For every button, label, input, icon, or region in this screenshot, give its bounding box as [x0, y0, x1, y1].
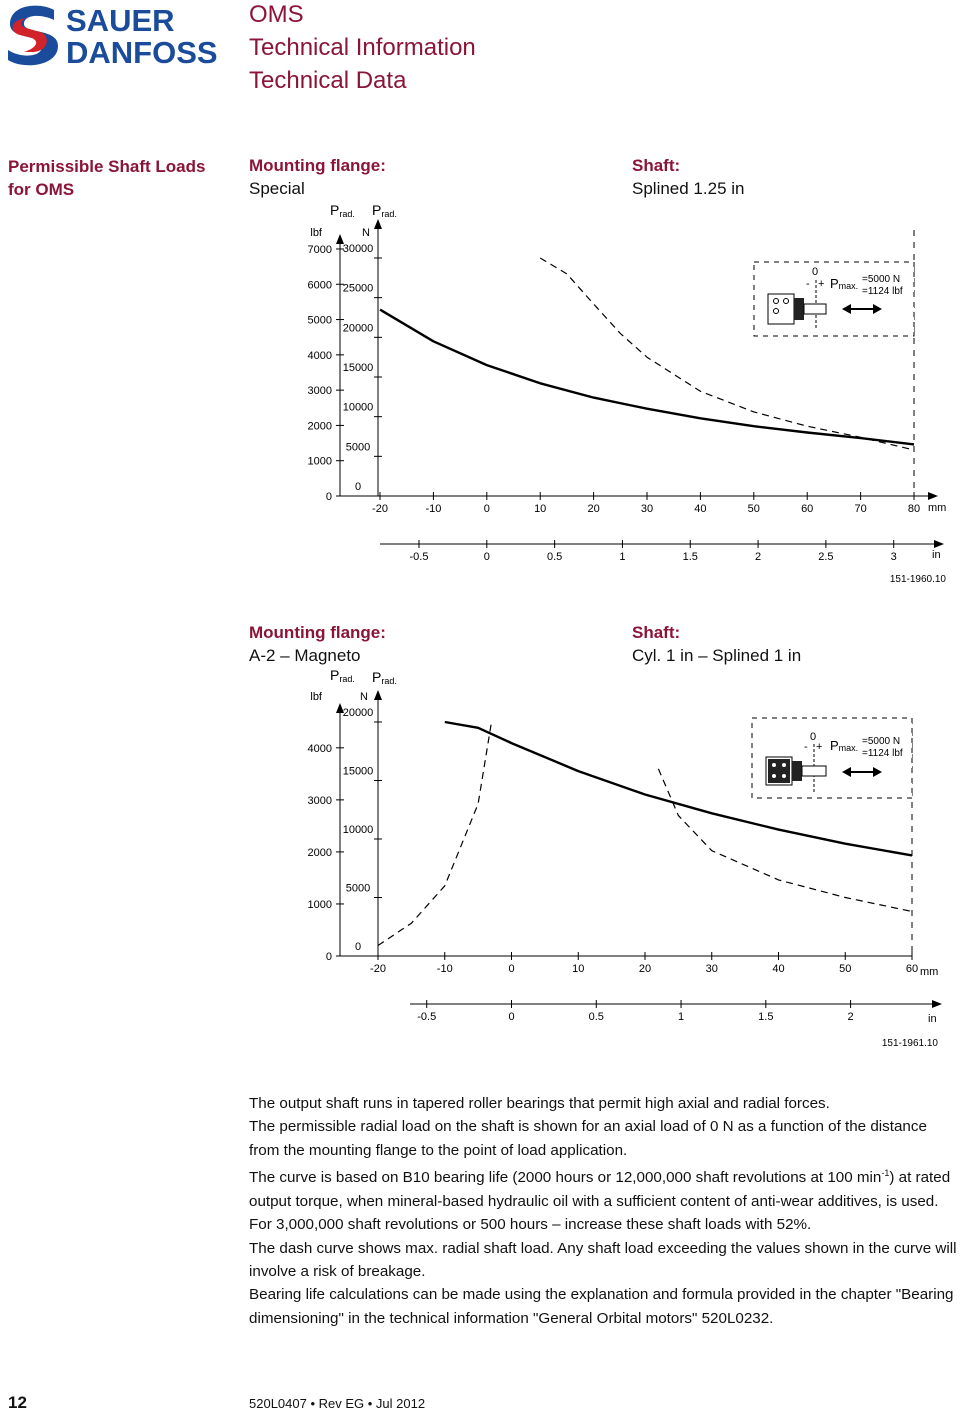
c1-mm-tick-label: -20: [372, 503, 388, 515]
c1-in-tick-label: 2: [755, 551, 762, 563]
chart2-p-rad-n: Prad.: [372, 669, 397, 686]
chart2-inset-plus: +: [816, 741, 823, 753]
chart2-figure-code: 151-1961.10: [881, 1038, 938, 1049]
chart2-in-unit: in: [928, 1013, 937, 1025]
chart2-mount-label: Mounting flange:: [249, 623, 386, 642]
c2-mm-tick-label: 30: [705, 963, 718, 975]
c1-lbf-tick-label: 5000: [307, 314, 332, 327]
c2-mm-tick-label: 20: [638, 963, 652, 975]
chart1-inset-minus: -: [806, 278, 810, 290]
c1-n-tick-label: 15000: [342, 362, 374, 374]
chart1-mm-unit: mm: [928, 502, 947, 514]
c1-mm-tick-label: 70: [854, 503, 867, 515]
section-title-line1: Permissible Shaft Loads: [8, 157, 206, 176]
c1-in-tick-label: 3: [890, 551, 897, 563]
chart1-in-unit: in: [932, 549, 941, 561]
chart2-n-arrow: [374, 690, 382, 700]
c2-lbf-tick-label: 3000: [307, 794, 332, 807]
chart1-unit-lbf: lbf: [310, 227, 322, 239]
chart1-mm-arrow: [928, 492, 938, 500]
body-paragraph: The curve is based on B10 bearing life (2000 hours or 12,000,000 shaft revolutions at 100 $\min^{-1}$) at rated output torque, when mineral-based hydraulic oil with a sufficient content of anti-wear additives, is used.: [249, 1168, 951, 1210]
c1-mm-tick-label: 80: [907, 503, 921, 515]
chart1-inset: [754, 262, 914, 336]
c2-in-tick-label: -0.5: [417, 1011, 437, 1023]
c2-lbf-tick-label: 2000: [307, 846, 332, 859]
chart2-shaft-label: Shaft:: [632, 623, 681, 642]
chart1-inset-zero: 0: [812, 266, 819, 278]
c1-mm-tick-label: 20: [587, 503, 600, 515]
c1-in-tick-label: 0.5: [546, 551, 563, 563]
c1-mm-tick-label: 60: [801, 503, 814, 515]
c1-in-tick-label: -0.5: [409, 551, 429, 563]
chart2-mount-value: A-2 – Magneto: [249, 646, 361, 665]
logo-text-danfoss: DANFOSS: [66, 35, 218, 70]
chart1-unit-n: N: [362, 227, 370, 239]
chart2-unit-n: N: [360, 691, 368, 703]
c2-mm-tick-label: 40: [772, 963, 785, 975]
c2-mm-tick-label: -10: [436, 963, 453, 975]
chart1-shaft-label: Shaft:: [632, 156, 681, 175]
header-section: Technical Data: [249, 67, 407, 94]
chart2-unit-lbf: lbf: [310, 691, 322, 703]
c1-mm-tick-label: 40: [694, 503, 707, 515]
chart2-inset-pmax: Pmax.: [830, 738, 859, 753]
chart2-inset-zero: 0: [810, 731, 817, 743]
c1-n-tick-label: 25000: [342, 282, 374, 295]
c1-lbf-tick-label: 2000: [307, 420, 332, 433]
c2-mm-tick-label: 60: [905, 963, 919, 975]
body-paragraph: The dash curve shows max. radial shaft load. Any shaft load exceeding the values shown in the curve will involve a risk of breakage.: [249, 1239, 957, 1280]
c2-in-tick-label: 0.5: [588, 1011, 604, 1023]
c2-n-tick-label: 5000: [345, 882, 371, 895]
c1-in-tick-label: 0: [483, 551, 490, 563]
c1-n-tick-label: 0: [354, 481, 362, 493]
chart1-p-rad-n: Prad.: [372, 202, 397, 219]
c2-mm-tick-label: 50: [839, 963, 852, 975]
chart1-inset-value-n: =5000 N: [862, 274, 901, 285]
c1-in-tick-label: 2.5: [818, 551, 834, 563]
c1-n-tick-label: 30000: [342, 243, 374, 255]
c1-mm-tick-label: -10: [425, 503, 442, 515]
c1-lbf-tick-label: 3000: [307, 385, 332, 398]
chart1-figure-code: 151-1960.10: [889, 574, 946, 585]
c1-n-tick-label: 10000: [342, 401, 374, 414]
header-product: OMS: [249, 1, 304, 28]
chart1-n-arrow: [374, 219, 382, 229]
page-number: 12: [8, 1393, 27, 1412]
chart2-mm-unit: mm: [920, 966, 939, 978]
c2-n-tick-label: 15000: [342, 765, 374, 778]
c2-max-load-dashed-curve: [378, 722, 492, 946]
c1-n-tick-label: 5000: [345, 441, 371, 454]
c2-in-tick-label: 0: [508, 1011, 515, 1023]
c1-lbf-tick-label: 0: [325, 491, 332, 503]
body-paragraph: For 3,000,000 shaft revolutions or 500 hours – increase these shaft loads with 52%.: [249, 1216, 812, 1234]
c2-mm-tick-label: 0: [508, 963, 515, 975]
doc-id: 520L0407 • Rev EG • Jul 2012: [249, 1396, 426, 1411]
chart2-inset: [752, 718, 912, 798]
logo-text-sauer: SAUER: [66, 3, 175, 38]
c1-lbf-tick-label: 4000: [307, 349, 332, 362]
chart1-mount-value: Special: [249, 179, 305, 198]
chart2-inset-value-n: =5000 N: [862, 736, 901, 747]
chart1-in-arrow: [934, 540, 944, 548]
c2-mm-tick-label: 10: [572, 963, 585, 975]
c1-mm-tick-label: 10: [534, 503, 547, 515]
c1-mm-tick-label: 50: [747, 503, 760, 515]
c2-mm-tick-label: -20: [370, 963, 386, 975]
chart2-in-arrow: [932, 1000, 942, 1008]
header-doc-type: Technical Information: [249, 34, 476, 61]
body-paragraph: The output shaft runs in tapered roller bearings that permit high axial and radial forces.: [249, 1095, 830, 1112]
c2-n-tick-label: 0: [354, 941, 362, 953]
c2-n-tick-label: 10000: [342, 824, 374, 836]
c2-in-tick-label: 1.5: [758, 1011, 774, 1023]
c1-mm-tick-label: 0: [483, 503, 490, 515]
chart1-inset-pmax: Pmax.: [830, 276, 859, 291]
body-paragraph: The permissible radial load on the shaft is shown for an axial load of 0 N as a function of the distance from the mounting flange to the point of load application.: [249, 1118, 927, 1159]
body-paragraph: Bearing life calculations can be made using the explanation and formula provided in the chapter "Bearing dimensioning" in the technical information "General Orbital motors" 520L0232.: [249, 1286, 954, 1327]
c1-mm-tick-label: 30: [640, 503, 654, 515]
c2-in-tick-label: 2: [847, 1011, 854, 1023]
c1-lbf-tick-label: 6000: [307, 279, 332, 292]
c2-lbf-tick-label: 4000: [307, 742, 332, 755]
c1-in-tick-label: 1: [619, 551, 626, 563]
c2-n-tick-label: 20000: [342, 707, 374, 719]
chart2-inset-value-lbf: =1124 lbf: [862, 748, 903, 759]
chart1-shaft-value: Splined 1.25 in: [632, 179, 745, 198]
c2-lbf-tick-label: 0: [325, 951, 332, 963]
chart2: [0, 600, 960, 1060]
chart2-shaft-value: Cyl. 1 in – Splined 1 in: [632, 646, 802, 665]
chart1: [0, 0, 960, 620]
c2-lbf-tick-label: 1000: [307, 898, 332, 911]
chart1-p-rad-lbf: Prad.: [330, 202, 355, 219]
chart2-p-rad-lbf: Prad.: [330, 667, 355, 684]
chart2-inset-minus: -: [804, 741, 808, 753]
c1-lbf-tick-label: 1000: [307, 455, 332, 468]
chart1-inset-plus: +: [818, 278, 825, 290]
section-title-line2: for OMS: [8, 180, 75, 199]
c2-in-tick-label: 1: [677, 1011, 685, 1023]
chart1-mount-label: Mounting flange:: [249, 156, 386, 175]
chart1-inset-value-lbf: =1124 lbf: [862, 286, 903, 297]
body-text: [249, 1092, 960, 1330]
c1-lbf-tick-label: 7000: [307, 243, 332, 256]
c1-in-tick-label: 1.5: [682, 551, 698, 563]
c1-n-tick-label: 20000: [342, 322, 374, 335]
